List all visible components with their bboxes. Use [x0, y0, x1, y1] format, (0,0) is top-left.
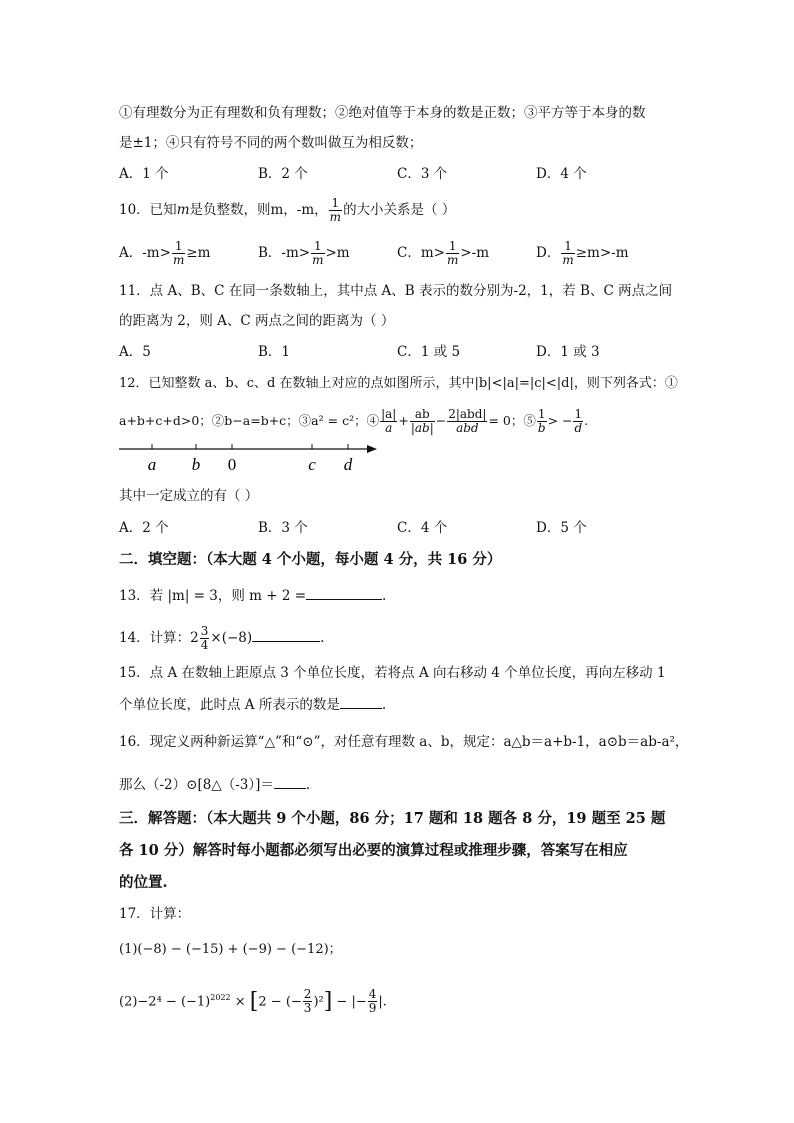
- q16-line2: 那么（-2）⊙[8△（-3）]＝ .: [119, 774, 310, 795]
- q12-line-after: 其中一定成立的有（ ）: [119, 488, 259, 504]
- q12-option-b: B．3 个: [258, 520, 308, 536]
- number-line-arrow: [367, 445, 377, 453]
- q11-option-b: B．1: [258, 344, 291, 360]
- section3-line3: 的位置.: [119, 874, 168, 891]
- q10-option-c: C．m> $\frac{1}{m}$ >-m: [397, 239, 490, 267]
- section3-line1: 三．解答题：（本大题共 9 个小题，86 分；17 题和 18 题各 8 分，19 题至 25 题: [119, 810, 666, 827]
- q12-option-c: C．4 个: [397, 520, 448, 536]
- axis-label-0: 0: [227, 455, 237, 474]
- q11-option-d: D．1 或 3: [536, 344, 600, 360]
- q17-part1: (1)(−8) − (−15) + (−9) − (−12)；: [119, 942, 342, 957]
- q12-statements: a+b+c+d>0；②b−a=b+c；③a² = c²；④ $\frac{|a|}{a}$ + $\frac{ab}{|ab|}$ − $\frac{\text{2|abd|}}{\text{abd}}$ = 0；⑤ $\frac{1}{b}$ > − $\frac{1}{d}$ .: [119, 407, 589, 435]
- q11-option-a: A．5: [119, 344, 151, 360]
- q11-option-c: C．1 或 5: [397, 344, 461, 360]
- axis-label-a: a: [147, 455, 157, 474]
- section3-line2: 各 10 分）解答时每小题都必须写出必要的演算过程或推理步骤，答案写在相应: [119, 842, 628, 859]
- q11-line1: 11．点 A、B、C 在同一条数轴上，其中点 A、B 表示的数分别为-2，1，若 B、C 两点之间: [119, 283, 673, 299]
- axis-label-c: c: [308, 455, 316, 474]
- q10-option-a: A．-m> $\frac{1}{m}$ ≥m: [119, 239, 211, 267]
- q17-part2: $(2)-2^4 - (-1)^{2022} \times [2$ − (− $\frac{2}{3}$ )²] − |− $\frac{4}{9}$ |.: [119, 987, 387, 1016]
- q12-option-d: D．5 个: [536, 520, 587, 536]
- q9-option-a: A．1 个: [119, 166, 169, 182]
- q11-line2: 的距离为 2，则 A、C 两点之间的距离为（ ）: [119, 313, 395, 329]
- q9-option-b: B．2 个: [258, 166, 308, 182]
- q15-line1: 15．点 A 在数轴上距原点 3 个单位长度，若将点 A 向右移动 4 个单位长度，再向左移动 1: [119, 665, 666, 681]
- section2-heading: 二．填空题：（本大题 4 个小题，每小题 4 分，共 16 分）: [119, 551, 502, 568]
- axis-label-b: b: [191, 455, 201, 474]
- axis-label-d: d: [343, 455, 353, 474]
- q9-option-c: C．3 个: [397, 166, 448, 182]
- number-line-figure: [115, 438, 385, 478]
- q10-stem: 10．已知m是负整数，则m，-m， $\frac{1}{m}$ 的大小关系是（ ）: [119, 196, 456, 224]
- q9-option-d: D．4 个: [536, 166, 587, 182]
- q12-option-a: A．2 个: [119, 520, 169, 536]
- q10-option-d: D． $\frac{1}{m}$ ≥m>-m: [536, 239, 629, 267]
- q10-option-b: B．-m> $\frac{1}{m}$ >m: [258, 239, 350, 267]
- q9-line2: 是±1；④只有符号不同的两个数叫做互为相反数；: [119, 135, 423, 151]
- q15-line2: 个单位长度，此时点 A 所表示的数是 .: [119, 694, 386, 715]
- q14: 14．计算：2 $\frac{3}{4}$ ×(−8) .: [119, 624, 325, 652]
- q12-line1: 12．已知整数 a、b、c、d 在数轴上对应的点如图所示，其中|b|<|a|=|c|<|d|，则下列各式：①: [119, 376, 678, 391]
- q16-line1: 16．现定义两种新运算“△”和“⊙”，对任意有理数 a、b，规定：a△b＝a+b-1，a⊙b＝ab-a²，: [119, 734, 689, 750]
- q13: 13．若 |m| = 3，则 m + 2 = .: [119, 585, 386, 606]
- q9-line1: ①有理数分为正有理数和负有理数；②绝对值等于本身的数是正数；③平方等于本身的数: [119, 105, 646, 121]
- q10-fraction: $\frac{1}{m}$: [329, 196, 342, 224]
- q17-title: 17．计算：: [119, 906, 191, 922]
